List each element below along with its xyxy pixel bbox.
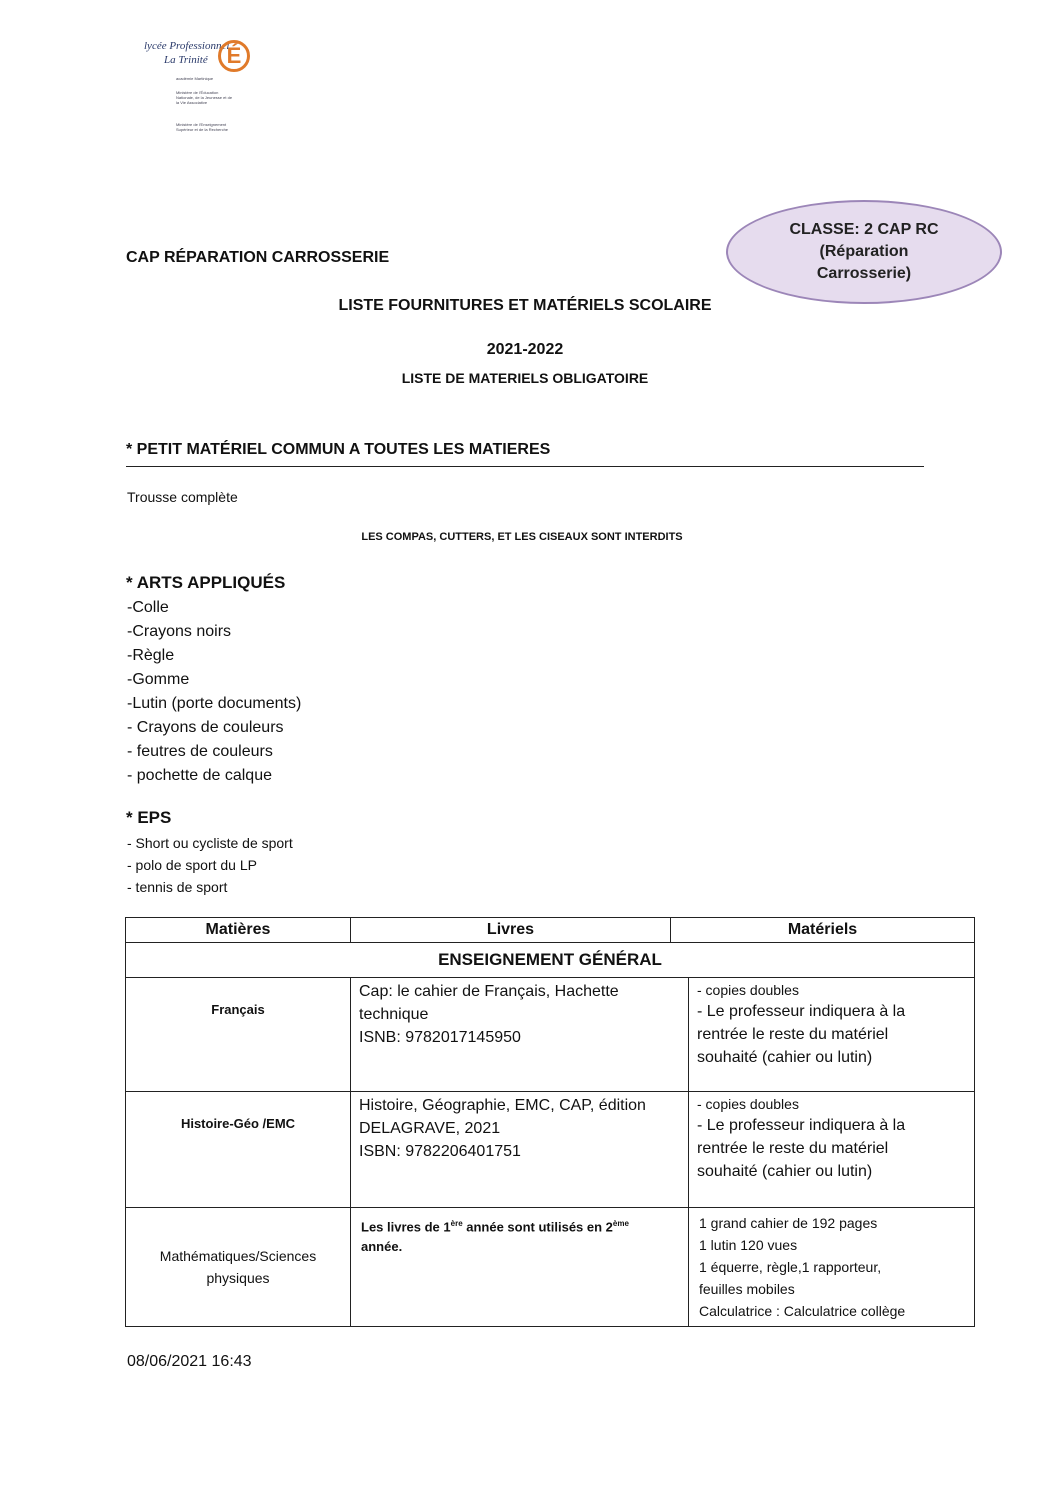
list-item: -Gomme [127,671,190,688]
table-header-row [126,918,975,943]
book-line: ISBN: 9782206401751 [359,1143,521,1160]
school-logo [140,38,260,148]
materials-line: 1 équerre, règle,1 rapporteur, [699,1259,882,1275]
materials-cell [689,1092,975,1208]
book-cell [351,1208,689,1327]
logo-e-icon: É [218,40,250,72]
class-badge [726,200,1002,304]
arts-list [127,596,301,788]
eps-list [127,832,293,898]
materials-line: rentrée le reste du matériel [697,1140,889,1157]
common-item: Trousse complète [127,489,238,505]
section-title: ENSEIGNEMENT GÉNÉRAL [126,943,975,978]
materials-cell [689,978,975,1092]
list-item: - feutres de couleurs [127,743,273,760]
footer-timestamp: 08/06/2021 16:43 [127,1353,252,1370]
program-name: CAP RÉPARATION CARROSSERIE [126,249,390,266]
class-badge-line-2: (Réparation [819,243,909,260]
subject-cell: Histoire-Géo /EMC [126,1092,351,1208]
book-line: ISNB: 9782017145950 [359,1029,521,1046]
table-row [126,1208,975,1327]
book-sup: ère [450,1219,463,1228]
eps-heading: * EPS [126,808,172,827]
forbidden-warning: LES COMPAS, CUTTERS, ET LES CISEAUX SONT INTERDITS [361,531,683,543]
materials-line: - Le professeur indiquera à la [697,1117,906,1134]
school-year: 2021-2022 [486,341,564,358]
logo-line-1: lycée Professionnel [144,40,230,52]
book-sup: ème [612,1219,629,1228]
book-line: DELAGRAVE, 2021 [359,1120,501,1137]
materials-line: feuilles mobiles [699,1281,795,1297]
logo-academy: académie Martinique [176,76,214,81]
book-text: année. [361,1239,403,1255]
list-item: - tennis de sport [127,879,228,895]
page-title: LISTE FOURNITURES ET MATÉRIELS SCOLAIRE [338,297,712,314]
materials-line: souhaité (cahier ou lutin) [697,1049,873,1066]
subject-cell: Français [126,978,351,1092]
materials-line: 1 grand cahier de 192 pages [699,1215,878,1231]
book-line: Histoire, Géographie, EMC, CAP, édition [359,1097,646,1114]
header-materials: Matériels [671,918,975,943]
page-subtitle: LISTE DE MATERIELS OBLIGATOIRE [401,370,649,386]
logo-ministry-2: Ministère de l'Enseignement Supérieur et de la Recherche [176,122,229,132]
class-badge-line-3: Carrosserie) [816,265,912,282]
table-section-row [126,943,975,978]
subject-cell [126,1208,351,1327]
logo-ministry-1: Ministère de l'Éducation Nationale, de la Jeunesse et de la Vie Associative [176,90,233,105]
book-text: Les livres de 1 [361,1219,451,1235]
common-heading: * PETIT MATÉRIEL COMMUN A TOUTES LES MATIERES [126,441,551,458]
materials-line: rentrée le reste du matériel [697,1026,889,1043]
divider [126,466,924,467]
table-row [126,978,975,1092]
subject-line: Mathématiques/Sciences [159,1248,317,1264]
list-item: -Colle [127,599,169,616]
logo-line-2: La Trinité [164,54,208,66]
materials-line: - copies doubles [697,982,799,998]
book-cell [351,1092,689,1208]
list-item: -Règle [127,647,175,664]
book-line: technique [359,1006,429,1023]
supplies-table [125,917,975,1327]
materials-line: 1 lutin 120 vues [699,1237,798,1253]
list-item: - polo de sport du LP [127,857,257,873]
class-badge-line-1: CLASSE: 2 CAP RC [789,221,939,238]
book-cell [351,978,689,1092]
list-item: - Short ou cycliste de sport [127,835,293,851]
list-item: -Crayons noirs [127,623,232,640]
header-books: Livres [351,918,671,943]
header-subjects: Matières [126,918,351,943]
arts-heading: * ARTS APPLIQUÉS [126,573,286,592]
book-text: année sont utilisés en 2 [462,1219,613,1235]
materials-line: - copies doubles [697,1096,799,1112]
table-row [126,1092,975,1208]
list-item: - Crayons de couleurs [127,719,284,736]
list-item: -Lutin (porte documents) [127,695,302,712]
subject-line: physiques [206,1270,270,1286]
materials-line: Calculatrice : Calculatrice collège [699,1303,906,1319]
list-item: - pochette de calque [127,767,272,784]
book-line: Cap: le cahier de Français, Hachette [359,983,619,1000]
materials-line: - Le professeur indiquera à la [697,1003,906,1020]
materials-line: souhaité (cahier ou lutin) [697,1163,873,1180]
materials-cell [689,1208,975,1327]
